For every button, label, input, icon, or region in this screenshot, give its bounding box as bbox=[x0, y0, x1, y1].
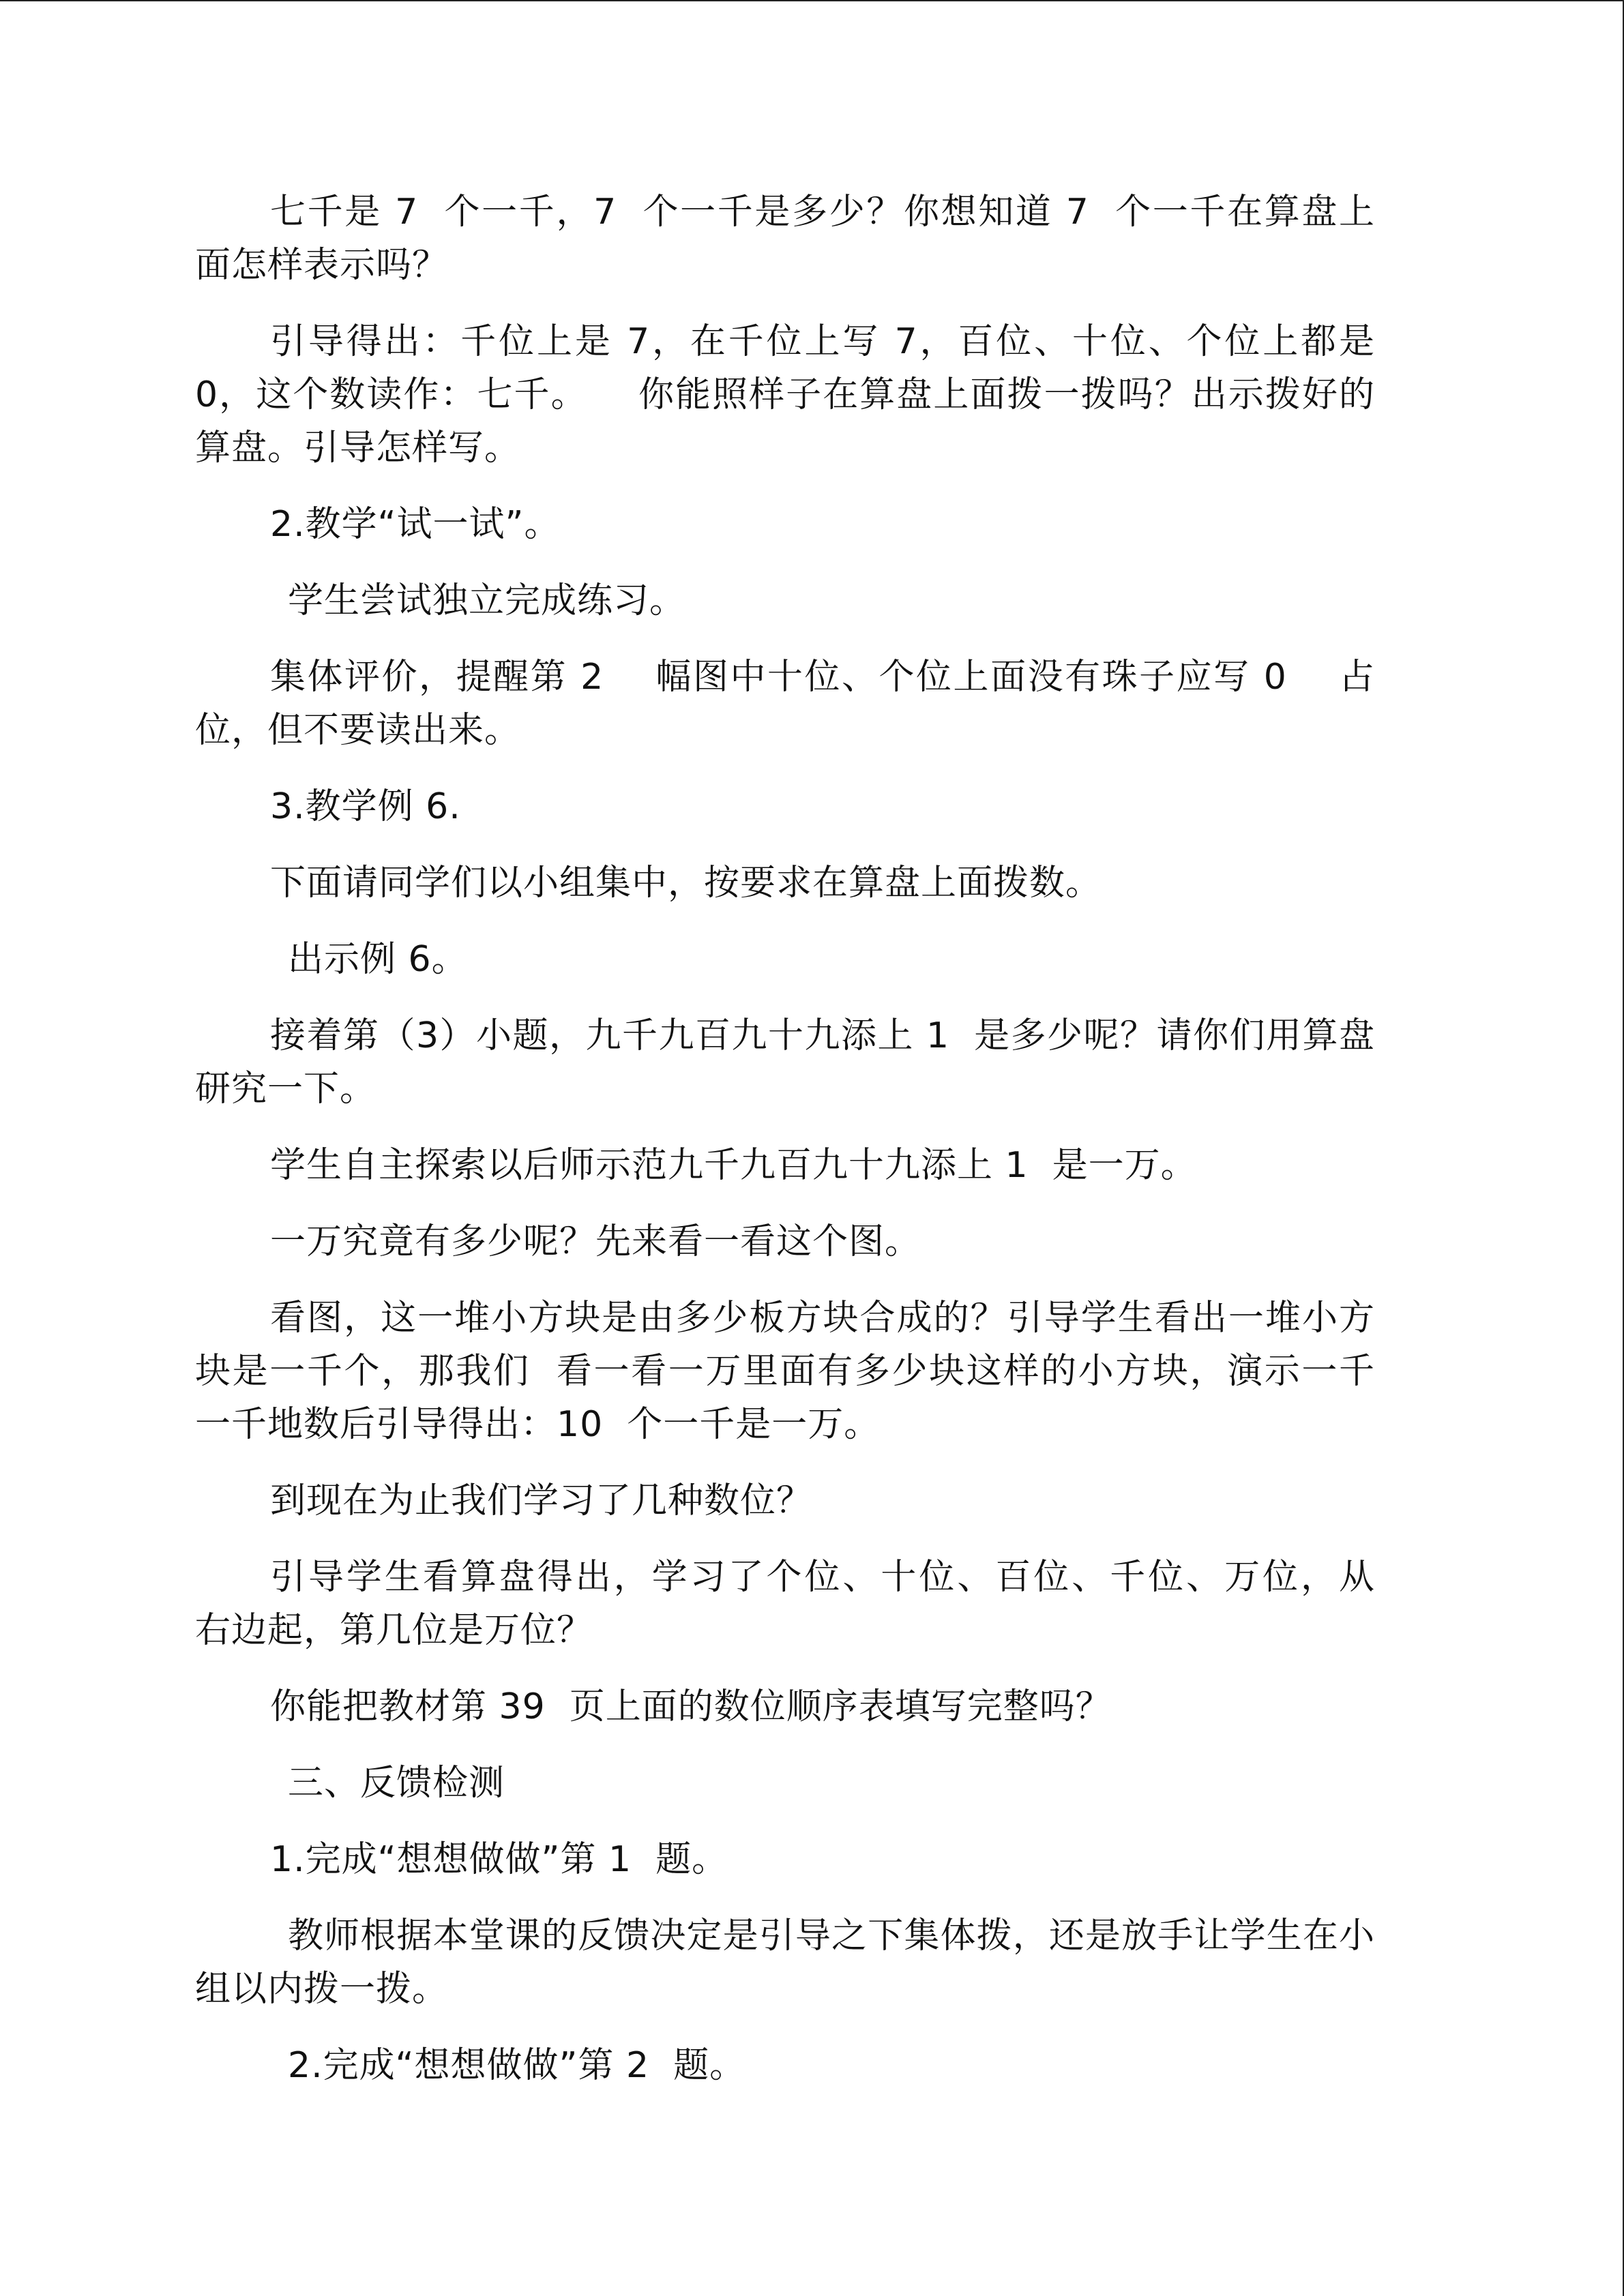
paragraph: 1.完成“想想做做”第 1 题。 bbox=[270, 1839, 728, 1880]
paragraph: 集体评价，提醒第 2 幅图中十位、个位上面没有珠子应写 0 占位，但不要读出来。 bbox=[195, 657, 1375, 751]
paragraph: 到现在为止我们学习了几种数位？ bbox=[270, 1480, 813, 1521]
paragraph: 教师根据本堂课的反馈决定是引导之下集体拨，还是放手让学生在小组以内拨一拨。 bbox=[195, 1915, 1375, 2010]
paragraph: 七千是 7 个一千，7 个一千是多少？你想知道 7 个一千在算盘上面怎样表示吗？ bbox=[195, 192, 1375, 286]
paragraph: 学生尝试独立完成练习。 bbox=[288, 580, 686, 621]
paragraph: 接着第（3）小题，九千九百九十九添上 1 是多少呢？请你们用算盘研究一下。 bbox=[195, 1015, 1375, 1109]
paragraph: 引导得出：千位上是 7，在千位上写 7，百位、十位、个位上都是 0，这个数读作：七千。 你能照样子在算盘上面拨一拨吗？出示拨好的算盘。引导怎样写。 bbox=[195, 321, 1387, 468]
paragraph: 看图，这一堆小方块是由多少板方块合成的？引导学生看出一堆小方块是一千个，那我们 看一看一万里面有多少块这样的小方块，演示一千一千地数后引导得出：10 个一千是一万。 bbox=[195, 1298, 1375, 1445]
paragraph: 出示例 6。 bbox=[288, 939, 468, 980]
paragraph: 学生自主探索以后师示范九千九百九十九添上 1 是一万。 bbox=[270, 1145, 1197, 1186]
paragraph: 2.教学“试一试”。 bbox=[270, 504, 561, 545]
document-body bbox=[195, 185, 1400, 2115]
paragraph: 3.教学例 6. bbox=[270, 786, 461, 827]
paragraph: 2.完成“想想做做”第 2 题。 bbox=[288, 2045, 746, 2086]
paragraph: 下面请同学们以小组集中，按要求在算盘上面拨数。 bbox=[270, 863, 1102, 904]
paragraph: 你能把教材第 39 页上面的数位顺序表填写完整吗？ bbox=[270, 1686, 1112, 1727]
section-heading: 三、反馈检测 bbox=[288, 1763, 505, 1804]
paragraph: 一万究竟有多少呢？先来看一看这个图。 bbox=[270, 1221, 921, 1262]
paragraph: 引导学生看算盘得出，学习了个位、十位、百位、千位、万位，从 右边起，第几位是万位？ bbox=[195, 1557, 1400, 1651]
